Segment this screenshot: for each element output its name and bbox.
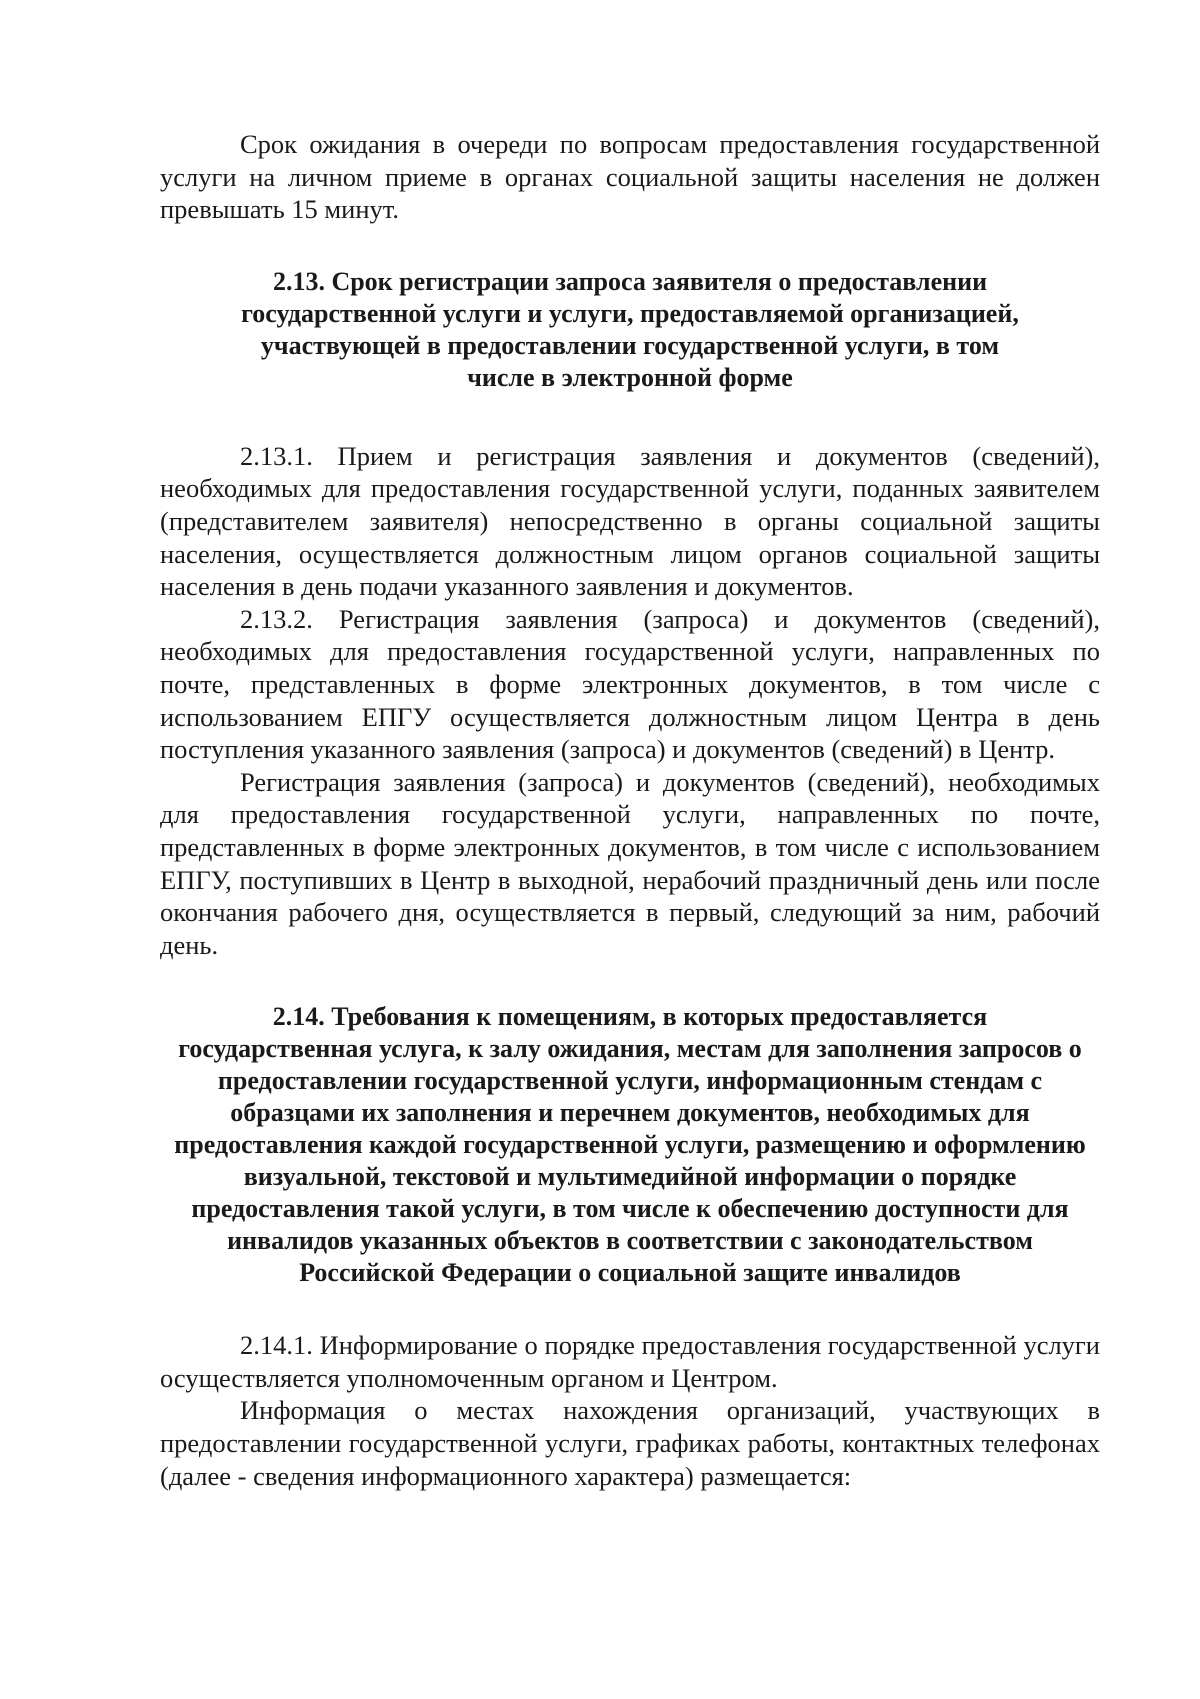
section-2-14-heading: 2.14. Требования к помещениям, в которых предоставляется государственная услуга, к залу ожидания, местам для заполнения запросов о предоставлении государственной услуги, информационным стендам с образцами их заполнения и перечнем документов, необходимых для предоставления каждой государственной услуги, размещению и оформлению визуальной, текстовой и мультимедийной информации о порядке предоставления такой услуги, в том числе к обеспечению доступности для инвалидов указанных объектов в соответствии с законодательством Российской Федерации о социальной защите инвалидов	[174, 1002, 1086, 1288]
paragraph-2-13-2-continued: Регистрация заявления (запроса) и документов (сведений), необходимых для предоставления государственной услуги, направленных по почте, представленных в форме электронных документов, в том числе с использованием ЕПГУ, поступивших в Центр в выходной, нерабочий праздничный день или после окончания рабочего дня, осуществляется в первый, следующий за ним, рабочий день.	[160, 766, 1100, 960]
paragraph-2-13-2: 2.13.2. Регистрация заявления (запроса) и документов (сведений), необходимых для предоставления государственной услуги, направленных по почте, представленных в форме электронных документов, в том числе с использованием ЕПГУ осуществляется должностным лицом Центра в день поступления указанного заявления (запроса) и документов (сведений) в Центр.	[160, 603, 1100, 765]
document-page	[160, 128, 1100, 1492]
intro-paragraph: Срок ожидания в очереди по вопросам предоставления государственной услуги на личном приеме в органах социальной защиты населения не должен превышать 15 минут.	[160, 129, 1100, 225]
paragraph-2-14-1-info: Информация о местах нахождения организаций, участвующих в предоставлении государственной услуги, графиках работы, контактных телефонах (далее - сведения информационного характера) размещается:	[160, 1395, 1100, 1491]
paragraph-2-14-1: 2.14.1. Информирование о порядке предоставления государственной услуги осуществляется уполномоченным органом и Центром.	[160, 1330, 1100, 1393]
section-2-13-heading: 2.13. Срок регистрации запроса заявителя о предоставлении государственной услуги и услуги, предоставляемой организацией, участвующей в предоставлении государственной услуги, в том числе в электронной форме	[241, 266, 1019, 392]
paragraph-2-13-1: 2.13.1. Прием и регистрация заявления и документов (сведений), необходимых для предоставления государственной услуги, поданных заявителем (представителем заявителя) непосредственно в органы социальной защиты населения, осуществляется должностным лицом органов социальной защиты населения в день подачи указанного заявления и документов.	[160, 440, 1100, 602]
